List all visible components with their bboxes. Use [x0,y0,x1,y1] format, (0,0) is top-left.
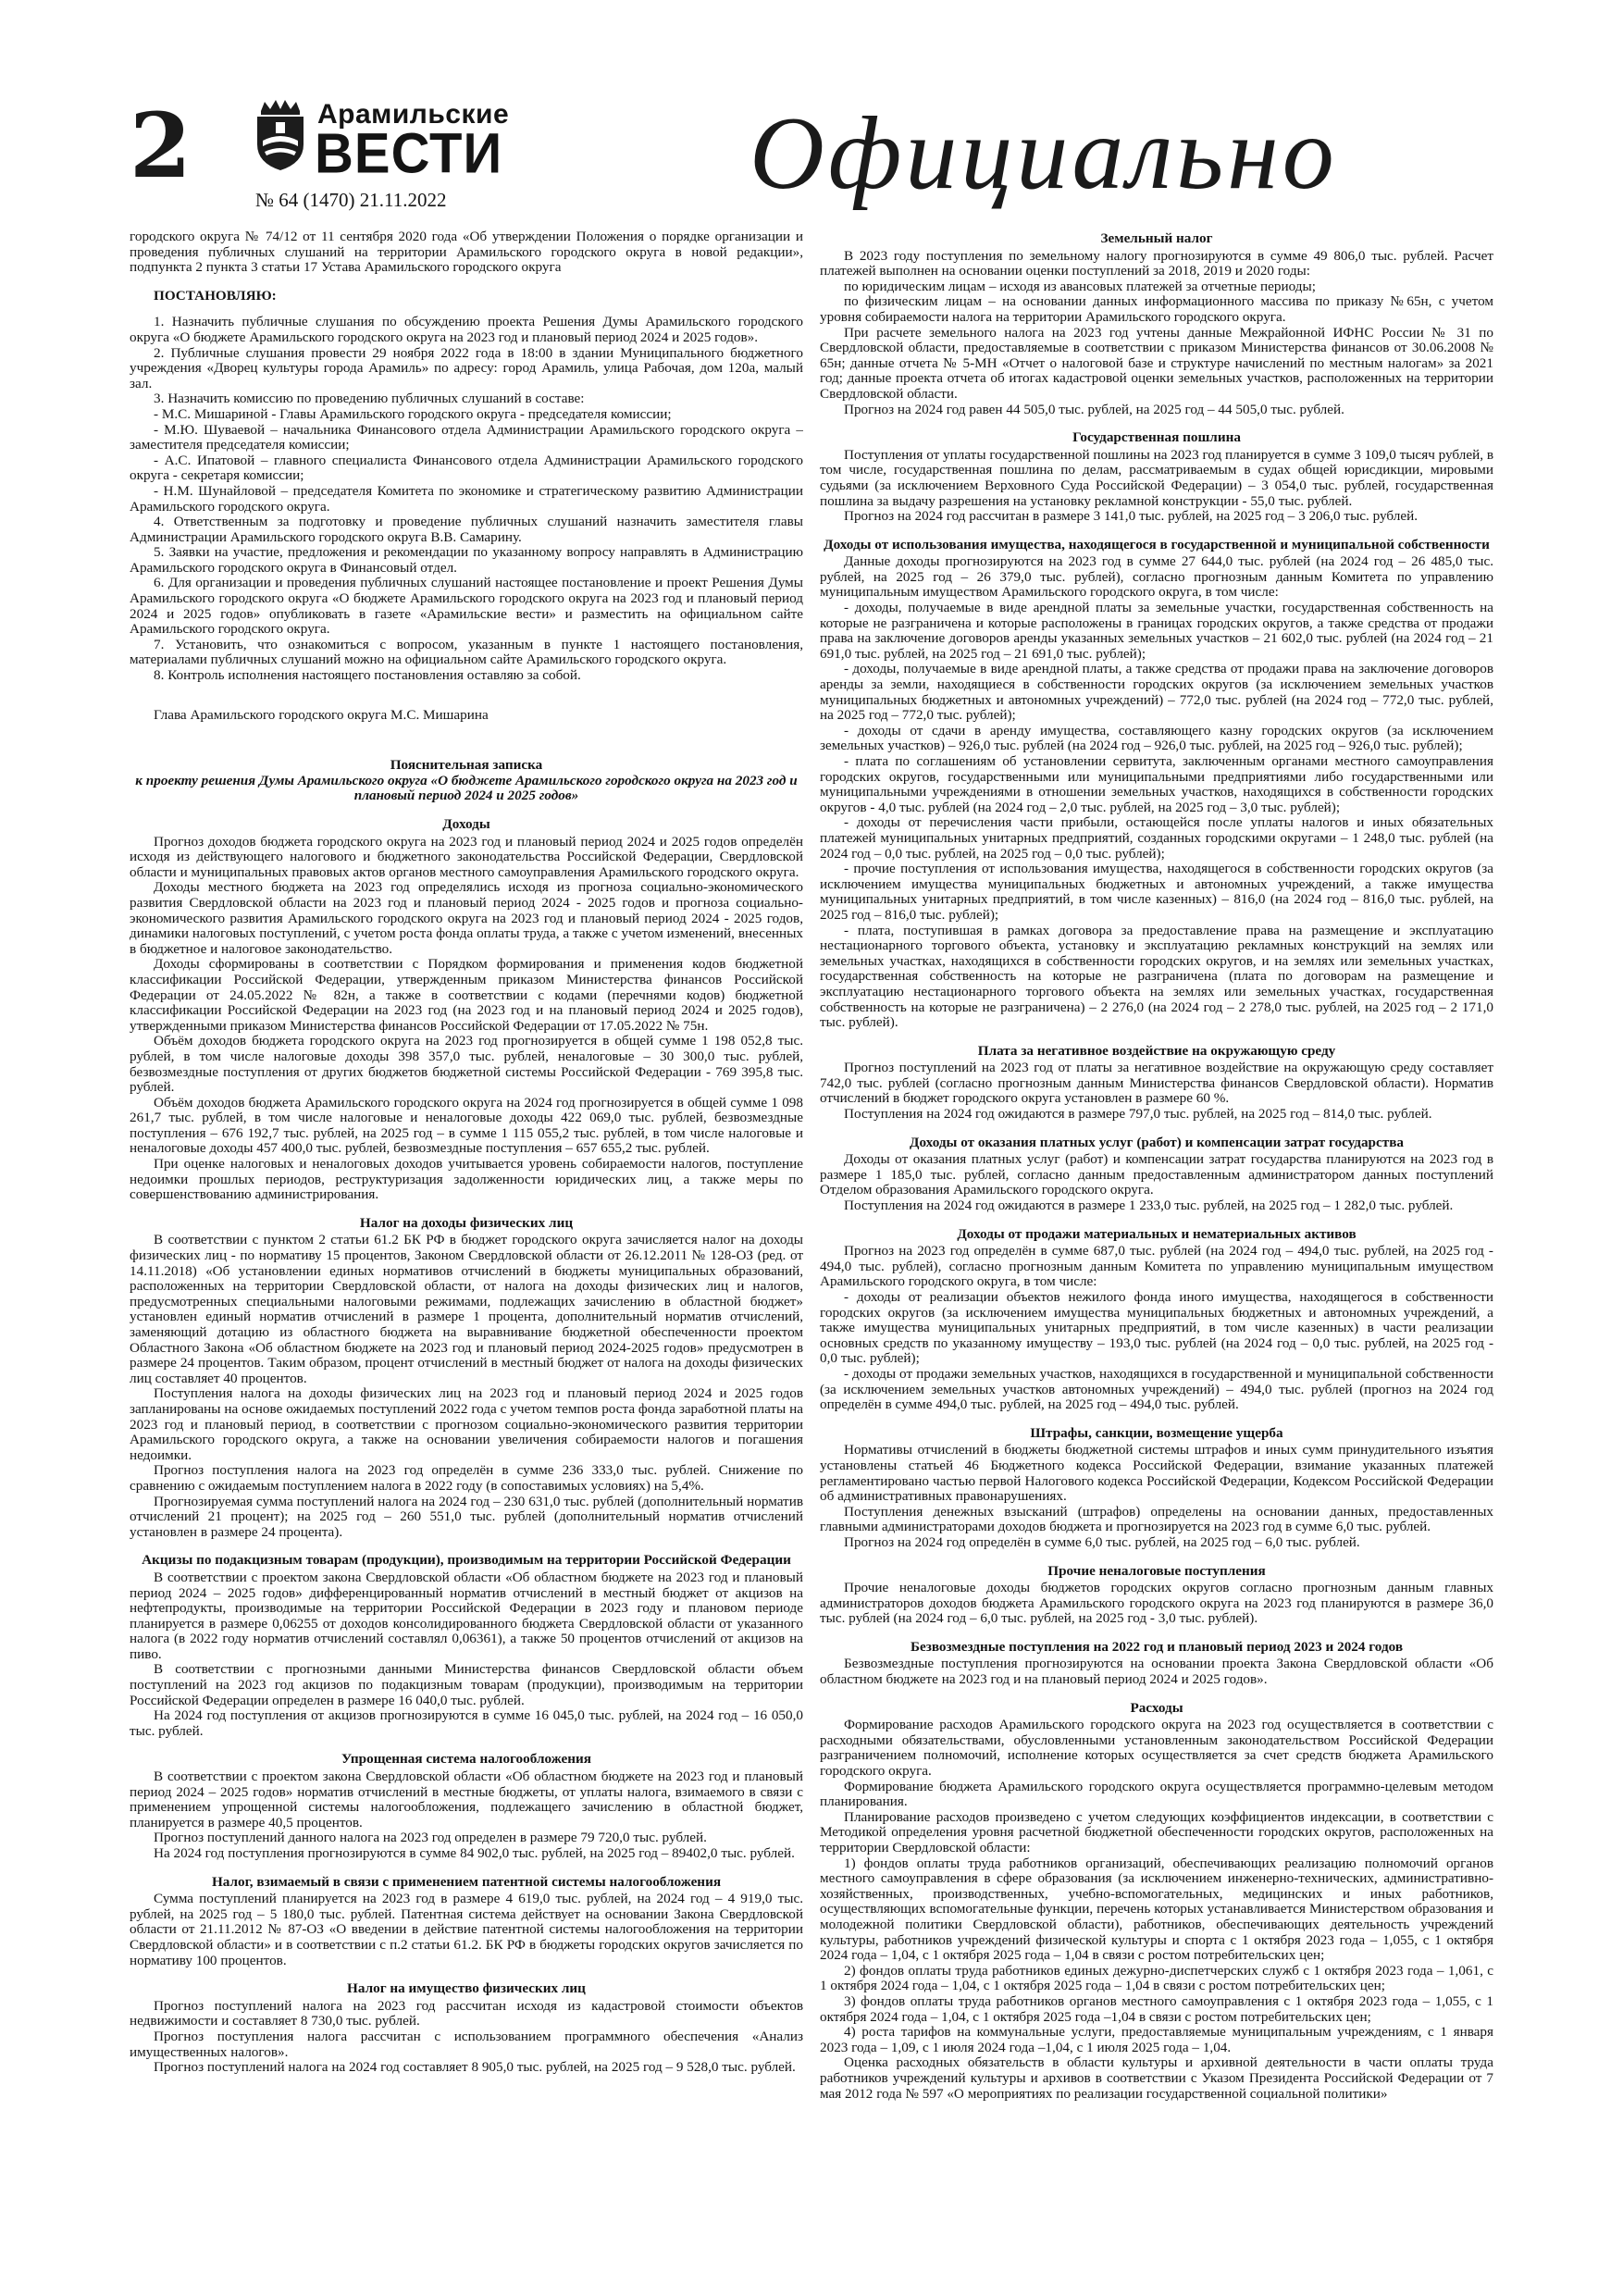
paragraph: 2) фондов оплаты труда работников единых дежурно-диспетчерских служб с 1 октября 2023 года – 1,061, с 1 октября 2024 года – 1,04, с 1 октября 2025 года – 1,04 в связи с ростом потребительских цен; [820,1962,1493,1994]
page-number: 2 [130,93,192,198]
heading-fines: Штрафы, санкции, возмещение ущерба [1030,1424,1283,1441]
heading-ndfl: Налог на доходы физических лиц [359,1214,574,1231]
paragraph: 1) фондов оплаты труда работников организаций, обеспечивающих реализацию полномочий органов местного самоуправления в сфере образования (за исключением инженерно-технических, административно-хозяйственных, производственных, учебно-вспомогательных, медицинских и иных работников, осуществляющих вспомогательные функции, перечень которых устанавливается Министерством образования и молодежной политики Свердловской области), работников, обеспечивающих деятельность учреждений культуры, работников учреждений физической культуры и спорта с 1 октября 2023 года – 1,055, с 1 октября 2024 года – 1,04, с 1 октября 2025 года – 1,04 в связи с ростом потребительских цен; [820,1855,1493,1964]
paragraph: В соответствии с пунктом 2 статьи 61.2 БК РФ в бюджет городского округа зачисляется налог на доходы физических лиц - по нормативу 15 процентов, Законом Свердловской области от 26.12.2011 № 128-ОЗ (ред. от 14.11.2018) «Об установлении единых нормативов отчислений в бюджеты муниципальных образований, расположенных на территории Свердловской области, от налога на доходы физических лиц и налогов, предусмотренных специальными налоговыми режимами, подлежащих зачислению в областной бюджет» установлен единый норматив отчислений в размере 1 процента, дополнительный норматив отчислений, заменяющий дотацию из областного бюджета на выравнивание бюджетной обеспеченности проектом Областного Закона «Об областном бюджете на 2023 год и плановый период 2024-2025 годов» предусмотрен в размере 24 процентов. Таким образом, процент отчислений в местный бюджет от налога на доходы физических лиц составляет 40 процентов. [130,1232,803,1386]
heading-excise: Акцизы по подакцизным товарам (продукции), производимым на территории Российской Федерации [142,1552,791,1569]
paragraph: - доходы от реализации объектов нежилого фонда иного имущества, находящегося в собственности городских округов (за исключением имущества муниципальных бюджетных и автономных учреждений, а также имущества муниципальных унитарных предприятий, в том числе казенных) в части реализации основных средств по указанному имуществу – 193,0 тыс. рублей (на 2024 год – 0,0 тыс. рублей, на 2025 год - 0,0 тыс. рублей); [820,1289,1493,1367]
paragraph: Объём доходов бюджета городского округа на 2023 год прогнозируется в общей сумме 1 198 052,8 тыс. рублей, в том числе налоговые доходы 398 357,0 тыс. рублей, неналоговые – 30 300,0 тыс. рублей, безвозмездные поступления от других бюджетов бюджетной системы Российской Федерации - 769 395,8 тыс. рублей. [130,1033,803,1096]
paragraph: Планирование расходов произведено с учетом следующих коэффициентов индексации, в соответствии с Методикой определения уровня расчетной бюджетной обеспеченности городских округов, расположенных на территории Свердловской области: [820,1808,1493,1855]
decree-item: - Н.М. Шунайловой – председателя Комитета по экономике и стратегическому развитию Администрации Арамильского городского округа. [130,482,803,515]
paragraph: Прогноз на 2024 год определён в сумме 6,0 тыс. рублей, на 2025 год – 6,0 тыс. рублей. [844,1533,1360,1550]
decree-item: 1. Назначить публичные слушания по обсуждению проекта Решения Думы Арамильского городского округа «О бюджете Арамильского городского округа на 2023 год и плановый период 2024 и 2025 годов». [130,314,803,345]
paragraph: При расчете земельного налога на 2023 год учтены данные Межрайонной ИФНС России № 31 по Свердловской области, предоставляемые в соответствии с приказом Министерства финансов от 30.06.2008 № 65н; данные отчета № 5-МН «Отчет о налоговой базе и структуре начислений по местным налогам» за 2021 год; данные проекта отчета об итогах кадастровой оценки земельных участков, расположенных на территории Свердловской области. [820,324,1493,402]
coat-of-arms-icon [252,98,309,172]
brand-title: ВЕСТИ [315,121,503,186]
paragraph: 3) фондов оплаты труда работников органов местного самоуправления с 1 октября 2023 года – 1,055, с 1 октября 2024 года – 1,04, с 1 октября 2025 года –1,04 в связи с ростом потребительских цен; [820,1992,1493,2025]
heading-income: Доходы [442,816,490,832]
paragraph: В 2023 году поступления по земельному налогу прогнозируются в сумме 49 806,0 тыс. рублей. Расчет платежей выполнен на основании оценки поступлений за 2018, 2019 и 2020 годы: [820,247,1493,279]
signature: Глава Арамильского городского округа М.С. Мишарина [154,706,489,723]
decree-item: 5. Заявки на участие, предложения и рекомендации по указанному вопросу направлять в Администрацию Арамильского городского округа в Финансовый отдел. [130,544,803,576]
paragraph: Поступления от уплаты государственной пошлины на 2023 год планируется в сумме 3 109,0 тысяч рублей, в том числе, государственная пошлина по делам, рассматриваемым в судах общей юрисдикции, мировыми судьями (за исключением Верховного Суда Российской Федерации) – 3 054,0 тыс. рублей, государственная пошлина за выдачу разрешения на установку рекламной конструкции - 55,0 тыс. рублей. [820,446,1493,509]
explanatory-note-title: Пояснительная записка [390,757,543,774]
decree-item: - М.С. Мишариной - Главы Арамильского городского округа - председателя комиссии; [154,405,672,422]
paragraph: - плата по соглашениям об установлении сервитута, заключенным органами местного самоуправления городских округов, государственными или муниципальными предприятиями либо государственными или муниципальными учреждениями в отношении земельных участков, находящихся в собственности городских округов - 4,0 тыс. рублей (на 2024 год – 2,0 тыс. рублей, на 2025 год – 3,0 тыс. рублей); [820,753,1493,815]
section-title: Официально [750,96,1338,211]
paragraph: Объём доходов бюджета Арамильского городского округа на 2024 год прогнозируется в общей сумме 1 098 261,7 тыс. рублей, в том числе налоговые и неналоговые доходы 422 069,0 тыс. рублей, безвозмездные поступления – 676 192,7 тыс. рублей, на 2025 год – в сумме 1 115 055,2 тыс. рублей, в том числе налоговые и неналоговые доходы 457 400,0 тыс. рублей, безвозмездные поступления – 657 655,2 тыс. рублей. [130,1094,803,1157]
heading-property-use: Доходы от использования имущества, находящегося в государственной и муниципальной собственности [824,536,1490,552]
paragraph: Оценка расходных обязательств в области культуры и архивной деятельности в части оплаты труда работников учреждений культуры и архивов в соответствии с Указом Президента Российской Федерации от 7 мая 2012 года № 597 «О мероприятиях по реализации государственной социальной политики» [820,2054,1493,2102]
paragraph: Данные доходы прогнозируются на 2023 год в сумме 27 644,0 тыс. рублей (на 2024 год – 26 485,0 тыс. рублей, на 2025 год – 26 379,0 тыс. рублей), согласно прогнозным данным Комитета по управлению муниципальным имуществом Арамильского городского округа, в том числе: [820,553,1493,601]
paragraph: При оценке налоговых и неналоговых доходов учитывается уровень собираемости налогов, поступление недоимки прошлых периодов, реструктуризация задолженности юридических лиц, а также меры по совершенствованию администрирования. [130,1156,803,1203]
paragraph: Нормативы отчислений в бюджеты бюджетной системы штрафов и иных сумм принудительного изъятия установлены статьей 46 Бюджетного кодекса Российской Федерации, взимание указанных платежей регламентировано частью первой Налогового кодекса Российской Федерации, Кодексом Российской Федерации об административных правонарушениях. [820,1442,1493,1505]
heading-patent: Налог, взимаемый в связи с применением патентной системы налогообложения [211,1873,722,1890]
paragraph: - прочие поступления от использования имущества, находящегося в собственности городских округов (за исключением имущества муниципальных бюджетных и автономных учреждений, а также имущества муниципальных унитарных предприятий, в том числе казенных) – 816,0 (на 2024 год – 816,0 тыс. рублей, на 2025 год – 816,0 тыс. рублей); [820,861,1493,923]
paragraph: Прогноз поступлений на 2023 год от платы за негативное воздействие на окружающую среду составляет 742,0 тыс. рублей (согласно прогнозным данным Министерства финансов Свердловской области). Норматив отчислений в бюджет городского округа установлен в размере 60 %. [820,1060,1493,1107]
paragraph: - доходы, получаемые в виде арендной платы за земельные участки, государственная собственность на которые не разграничена и которые расположены в границах городских округов, а также средства от продажи права на заключение договоров аренды указанных земельных участков – 21 602,0 тыс. рублей (на 2024 год – 21 691,0 тыс. рублей, на 2025 год – 21 691,0 тыс. рублей); [820,600,1493,662]
heading-expenses: Расходы [1130,1699,1183,1716]
heading-property: Налог на имущество физических лиц [347,1980,586,1997]
paragraph: - плата, поступившая в рамках договора за предоставление права на размещение и эксплуатацию нестационарного торгового объекта, установку и эксплуатацию рекламных конструкций на землях или земельных участках, находящихся в собственности городских округов, и на землях или земельных участках, государственная собственность на которые не разграничена (плата по договорам на размещение и эксплуатацию нестационарного торгового объекта на землях или земельных участках, государственная собственность на которые не разграничена) – 2 276,0 (на 2024 год – 2 278,0 тыс. рублей, на 2025 год – 2 171,0 тыс. рублей). [820,922,1493,1031]
paragraph: по физическим лицам – на основании данных информационного массива по приказу №65н, с учетом уровня собираемости налога на территории Арамильского городского округа. [820,293,1493,325]
decree-item: 8. Контроль исполнения настоящего постановления оставляю за собой. [154,667,581,684]
heading-usn: Упрощенная система налогообложения [341,1751,591,1768]
paragraph: - доходы, получаемые в виде арендной платы, а также средства от продажи права на заключение договоров аренды за земли, находящиеся в собственности городских округов (за исключением земельных участков муниципальных бюджетных и автономных учреждений) – 772,0 тыс. рублей (на 2024 год – 772,0 тыс. рублей, на 2025 год – 772,0 тыс. рублей); [820,661,1493,724]
paragraph: Поступления на 2024 год ожидаются в размере 797,0 тыс. рублей, на 2025 год – 814,0 тыс. рублей. [844,1106,1432,1123]
heading-land: Земельный налог [1100,230,1213,246]
heading-services: Доходы от оказания платных услуг (работ) и компенсации затрат государства [910,1134,1404,1150]
paragraph: Прогноз поступлений налога на 2024 год составляет 8 905,0 тыс. рублей, на 2025 год – 9 528,0 тыс. рублей. [154,2059,796,2076]
decree-item: - А.С. Ипатовой – главного специалиста Финансового отдела Администрации Арамильского городского округа - секретаря комиссии; [130,452,803,484]
paragraph: В соответствии с проектом закона Свердловской области «Об областном бюджете на 2023 год и плановый период 2024 – 2025 годов» норматив отчислений в местные бюджеты, от уплаты налога, взимаемого в связи с применением упрощенной системы налогообложения, подлежащего зачислению в областной бюджет, планируется в размере 40,5 процентов. [130,1769,803,1831]
decree-item: 3. Назначить комиссию по проведению публичных слушаний в составе: [154,391,585,407]
heading-eco: Плата за негативное воздействие на окружающую среду [977,1042,1336,1059]
heading-other: Прочие неналоговые поступления [1047,1562,1266,1579]
intro-paragraph: городского округа № 74/12 от 11 сентября 2020 года «Об утверждении Положения о порядке организации и проведения публичных слушаний на территории Арамильского городского округа в новой редакции», подпункта 2 пункта 3 статьи 17 Устава Арамильского городского округа [130,230,803,276]
decree-item: 7. Установить, что ознакомиться с вопросом, указанным в пункте 1 настоящего постановления, материалами публичных слушаний можно на официальном сайте Арамильского городского округа. [130,636,803,668]
right-column [820,230,1493,2265]
paragraph: Прогноз поступления налога рассчитан с использованием программного обеспечения «Анализ имущественных налогов». [130,2028,803,2060]
paragraph: Прогноз на 2023 год определён в сумме 687,0 тыс. рублей (на 2024 год – 494,0 тыс. рублей, на 2025 год - 494,0 тыс. рублей), согласно прогнозным данным Комитета по управлению муниципальным имуществом Арамильского городского округа, в том числе: [820,1243,1493,1290]
decree-item: - М.Ю. Шуваевой – начальника Финансового отдела Администрации Арамильского городского округа – заместителя председателя комиссии; [130,421,803,453]
page-header [130,93,1508,224]
paragraph: Поступления денежных взысканий (штрафов) определены на основании данных, предоставленных главными администраторами доходов бюджета и прогнозируется на 2023 год в сумме 6,0 тыс. рублей. [820,1503,1493,1535]
heading-duty: Государственная пошлина [1072,429,1241,446]
paragraph: Прогноз поступлений данного налога на 2023 год определен в размере 79 720,0 тыс. рублей. [154,1830,707,1846]
brand-subtitle: Арамильские [317,99,510,130]
paragraph: - доходы от перечисления части прибыли, остающейся после уплаты налогов и иных обязательных платежей муниципальных унитарных предприятий, созданных городскими округами – 1 248,0 тыс. рублей (на 2024 год – 0,0 тыс. рублей, на 2025 год – 0,0 тыс. рублей); [820,814,1493,862]
decree-item: 4. Ответственным за подготовку и проведение публичных слушаний назначить заместителя главы Администрации Арамильского городского округа В.В. Самарину. [130,514,803,545]
paragraph: Безвозмездные поступления прогнозируются на основании проекта Закона Свердловской области «Об областном бюджете на 2023 год и на плановый период 2024 и 2025 годов». [820,1656,1493,1688]
paragraph: - доходы от продажи земельных участков, находящихся в государственной и муниципальной собственности (за исключением земельных участков автономных учреждений) – 494,0 тыс. рублей (прогноз на 2024 год определён в сумме 494,0 тыс. рублей, на 2025 год – 494,0 тыс. рублей. [820,1365,1493,1413]
paragraph: Прогноз доходов бюджета городского округа на 2023 год и плановый период 2024 и 2025 годов определён исходя из действующего налогового и бюджетного законодательства Российской Федерации, Свердловской области и муниципальных правовых актов органов местного самоуправления Арамильского городского округа. [130,833,803,880]
paragraph: по юридическим лицам – исходя из авансовых платежей за отчетные периоды; [844,278,1316,294]
heading-sale: Доходы от продажи материальных и нематериальных активов [957,1225,1357,1242]
paragraph: Прогнозируемая сумма поступлений налога на 2024 год – 230 631,0 тыс. рублей (дополнительный норматив отчислений 21 процент); на 2025 год – 260 551,0 тыс. рублей (дополнительный норматив отчислений установлен в размере 24 процента). [130,1493,803,1540]
paragraph: - доходы от сдачи в аренду имущества, составляющего казну городских округов (за исключением земельных участков) – 926,0 тыс. рублей (на 2024 год – 926,0 тыс. рублей, на 2025 год – 926,0 тыс. рублей); [820,722,1493,754]
paragraph: Прогноз поступлений налога на 2023 год рассчитан исходя из кадастровой стоимости объектов недвижимости и составляет 8 730,0 тыс. рублей. [130,1997,803,2029]
decree-heading: ПОСТАНОВЛЯЮ: [154,287,277,304]
paragraph: Доходы от оказания платных услуг (работ) и компенсации затрат государства планируются на 2023 год в размере 1 185,0 тыс. рублей, согласно данным предоставленным администратором данных поступлений Отделом образования Арамильского городского округа. [820,1151,1493,1198]
paragraph: Поступления налога на доходы физических лиц на 2023 год и плановый период 2024 и 2025 годов запланированы на основе ожидаемых поступлений 2022 года с учетом темпов роста фонда заработной платы на 2023 год и плановый период, в соответствии с прогнозом социально-экономического развития территории Арамильского городского округа, а также на основании увеличения собираемости налогов и погашения недоимки. [130,1385,803,1463]
paragraph: 4) роста тарифов на коммунальные услуги, предоставляемые муниципальным учреждениям, с 1 января 2023 года – 1,09, с 1 июля 2024 года –1,04, с 1 июля 2025 года – 1,04. [820,2024,1493,2055]
issue-number: № 64 (1470) 21.11.2022 [255,189,447,211]
paragraph: Прогноз на 2024 год равен 44 505,0 тыс. рублей, на 2025 год – 44 505,0 тыс. рублей. [844,401,1344,417]
paragraph: Прогноз поступления налога на 2023 год определён в сумме 236 333,0 тыс. рублей. Снижение по сравнению с ожидаемым поступлением налога в 2022 году (в сопоставимых условиях) на 5,4%. [130,1462,803,1494]
paragraph: В соответствии с проектом закона Свердловской области «Об областном бюджете на 2023 год и плановый период 2024 – 2025 годов» дифференцированный норматив отчислений в местный бюджет от акцизов на нефтепродукты, производимые на территории Российской Федерации в 2023 году и плановом периоде планируется в размере 0,06255 от доходов консолидированного бюджета Свердловской области от указанного налога (в 2022 году норматив отчислений составлял 0,06361), а также 50 процентов отчислений от акцизов на пиво. [130,1569,803,1662]
paragraph: Сумма поступлений планируется на 2023 год в размере 4 619,0 тыс. рублей, на 2024 год – 4 919,0 тыс. рублей, на 2025 год – 5 180,0 тыс. рублей. Патентная система действует на основании Закона Свердловской области от 21.11.2012 № 87-ОЗ «О введении в действие патентной системы налогообложения на территории Свердловской области» и в соответствии с п.2 статьи 61.2. БК РФ в бюджеты городских округов зачисляется по нормативу 100 процентов. [130,1891,803,1968]
paragraph: Поступления на 2024 год ожидаются в размере 1 233,0 тыс. рублей, на 2025 год – 1 282,0 тыс. рублей. [844,1198,1454,1214]
paragraph: В соответствии с прогнозными данными Министерства финансов Свердловской области объем поступлений на 2023 год акцизов по подакцизным товарам (продукции), производимым на территории Российской Федерации определен в размере 16 040,0 тыс. рублей. [130,1661,803,1708]
paragraph: Прогноз на 2024 год рассчитан в размере 3 141,0 тыс. рублей, на 2025 год – 3 206,0 тыс. рублей. [844,508,1418,525]
paragraph: Формирование расходов Арамильского городского округа на 2023 год осуществляется в соответствии с расходными обязательствами, обусловленными установленным законодательством Российской Федерации разграничением полномочий, исполнение которых осуществляется за счет средств бюджета Арамильского городского округа. [820,1717,1493,1780]
paragraph: Прочие неналоговые доходы бюджетов городских округов согласно прогнозным данным главных администраторов доходов бюджета Арамильского городского округа на 2023 год планируются в размере 36,0 тыс. рублей (на 2024 год – 6,0 тыс. рублей, на 2025 год - 3,0 тыс. рублей). [820,1580,1493,1627]
paragraph: Формирование бюджета Арамильского городского округа осуществляется программно-целевым методом планирования. [820,1778,1493,1810]
explanatory-note-subtitle: к проекту решения Думы Арамильского округа «О бюджете Арамильского городского округа на 2023 год и плановый период 2024 и 2025 годов» [135,772,798,804]
paragraph: На 2024 год поступления прогнозируются в сумме 84 902,0 тыс. рублей, на 2025 год – 89402,0 тыс. рублей. [154,1845,795,1861]
explanatory-note-heading [130,758,803,804]
decree-item: 2. Публичные слушания провести 29 ноября 2022 года в 18:00 в здании Муниципального бюджетного учреждения «Дворец культуры города Арамиль» по адресу: город Арамиль, улица Рабочая, дом 120а, малый зал. [130,344,803,391]
heading-grants: Безвозмездные поступления на 2022 год и плановый период 2023 и 2024 годов [910,1638,1404,1655]
paragraph: Доходы сформированы в соответствии с Порядком формирования и применения кодов бюджетной классификации Российской Федерации, утвержденным приказом Министерства финансов Российской Федерации от 24.05.2022 № 82н, а также в соответствии с кодами (перечнями кодов) бюджетной классификации Российской Федерации на 2023 год (на 2023 год и на плановый период 2024 и 2025 годов), утвержденными приказом Министерства финансов Российской Федерации от 17.05.2022 № 75н. [130,956,803,1034]
paragraph: Доходы местного бюджета на 2023 год определялись исходя из прогноза социально-экономического развития Свердловской области на 2023 год и плановый период 2024 - 2025 годов и прогноза социально-экономического развития Арамильского городского округа на 2023 год и плановый период 2024 - 2025 годов, динамики налоговых поступлений, с учетом роста фонда оплаты труда, а также с учетом изменений, внесенных в бюджетное и налоговое законодательство. [130,879,803,957]
left-column [130,230,803,2265]
paragraph: На 2024 год поступления от акцизов прогнозируются в сумме 16 045,0 тыс. рублей, на 2024 год – 16 050,0 тыс. рублей. [130,1707,803,1739]
decree-item: 6. Для организации и проведения публичных слушаний настоящее постановление и проект Решения Думы Арамильского городского округа «О бюджете Арамильского городского округа на 2023 год и плановый период 2024 и 2025 годов» опубликовать в газете «Арамильские вести» и разместить на официальном сайте Арамильского городского округа. [130,575,803,638]
